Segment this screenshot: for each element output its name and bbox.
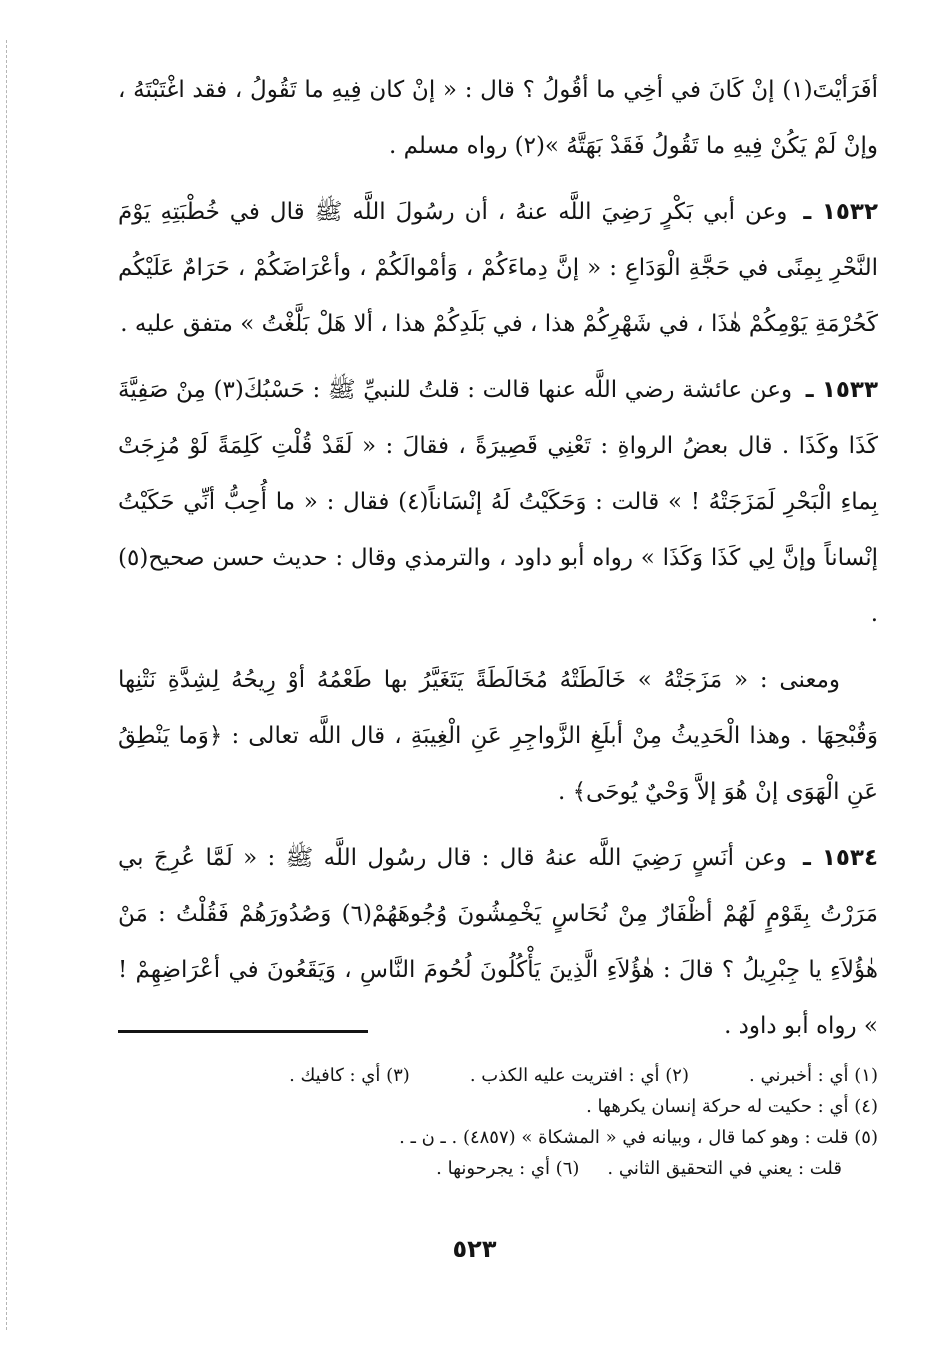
hadith-number: ١٥٣٤ ـ [802,845,879,871]
footnote-5-continued: قلت : يعني في التحقيق الثاني . [607,1158,842,1179]
hadith-number: ١٥٣٣ ـ [805,377,879,403]
footnotes [118,1060,878,1184]
hadith-text: وعن عائشة رضي اللَّه عنها قالت : قلتُ للنبيِّ ﷺ : حَسْبُكَ(٣) مِنْ صَفِيَّةَ كَذَا وكَذَا . قال بعضُ الرواةِ : تَعْنِي قَصِيرَةً ، فقالَ : « لَقَدْ قُلْتِ كَلِمَةً لَوْ مُزِجَتْ بِماءِ الْبَحْرِ لَمَزَجَتْهُ ! » قالت : وَحَكَيْتُ لَهُ إنْسَاناً(٤) فقال : « ما أُحِبُّ أنِّي حَكَيْتُ إنْساناً وإنَّ لِي كَذَا وَكَذَا » رواه أبو داود ، والترمذي وقال : حديث حسن صحيح(٥) . [118,377,878,627]
footnote-row [118,1153,878,1184]
hadith-text: وعن أنَسٍ رَضِيَ اللَّه عنهُ قال : قال رسُول اللَّه ﷺ : « لَمَّا عُرِجَ بي مَرَرْتُ بِقَوْمٍ لَهُمْ أظْفَارٌ مِنْ نُحَاسٍ يَخْمِشُونَ وُجُوهَهُمْ(٦) وَصُدُورَهُمْ فَقُلْتُ : مَنْ هٰؤُلاَءِ يا جِبْرِيلُ ؟ قالَ : هٰؤُلاَءِ الَّذِينَ يَأْكُلُونَ لُحُومَ النَّاسِ ، وَيَقَعُونَ في أعْرَاضِهِمْ ! » رواه أبو داود . [118,845,878,1039]
hadith-1533 [118,362,878,642]
hadith-1534 [118,830,878,1054]
footnote-6: (٦) أي : يجرحونها . [436,1158,580,1179]
footnote-2: (٢) أي : افتريت عليه الكذب . [469,1065,689,1086]
paragraph-text: ومعنى : « مَزَجَتْهُ » خَالَطَتْهُ مُخَالَطَةً يَتَغَيَّرُ بها طَعْمُهُ أوْ رِيحُهُ لِشِدَّةِ نَتْنِها وَقُبْحِهَا . وهذا الْحَدِيثُ مِنْ أبلَغِ الزَّواجِرِ عَنِ الْغِيبَةِ ، قال اللَّه تعالى : ﴿وَما يَنْطِقُ عَنِ الْهَوَى إنْ هُوَ إلاَّ وَحْيٌ يُوحَى﴾ . [118,667,878,805]
hadith-number: ١٥٣٢ ـ [803,199,878,225]
explanation-paragraph [118,652,878,820]
page-number: ٥٢٣ [452,1235,497,1263]
paragraph-text: أفَرَأيْتَ(١) إنْ كَانَ في أخِي ما أقُولُ ؟ قال : « إنْ كان فِيهِ ما تَقُولُ ، فقد اغْتَبْتَهُ ، وإنْ لَمْ يَكُنْ فِيهِ ما تَقُولُ فَقَدْ بَهَتَّهُ »(٢) رواه مسلم . [118,77,878,159]
footnote-5: (٥) قلت : وهو كما قال ، وبيانه في « المشكاة » (٤٨٥٧) . ـ ن ـ . [399,1127,878,1148]
footnote-4: (٤) أي : حكيت له حركة إنسان يكرهها . [586,1096,878,1117]
footnote-row [118,1122,878,1153]
footnote-1: (١) أي : أخبرني . [749,1065,878,1086]
main-text [118,62,878,1064]
left-margin-rule [6,40,7,1330]
footnote-row [118,1060,878,1091]
footnote-separator [118,1030,368,1033]
footnote-row [118,1091,878,1122]
hadith-text: وعن أبي بَكْرٍ رَضِيَ اللَّه عنهُ ، أن رسُولَ اللَّه ﷺ قال في خُطْبَتِهِ يَوْمَ النَّحْرِ بِمِنًى في حَجَّةِ الْوَدَاعِ : « إنَّ دِماءَكُمْ ، وَأمْوالَكُمْ ، وأعْرَاضَكُمْ ، حَرَامٌ عَلَيْكُم كَحُرْمَةِ يَوْمِكُمْ هٰذَا ، في شَهْرِكُمْ هذا ، في بَلَدِكُمْ هذا ، ألا هَلْ بَلَّغْتُ » متفق عليه . [118,199,878,337]
paragraph-continuation [118,62,878,174]
hadith-1532 [118,184,878,352]
footnote-3: (٣) أي : كافيك . [289,1065,410,1086]
